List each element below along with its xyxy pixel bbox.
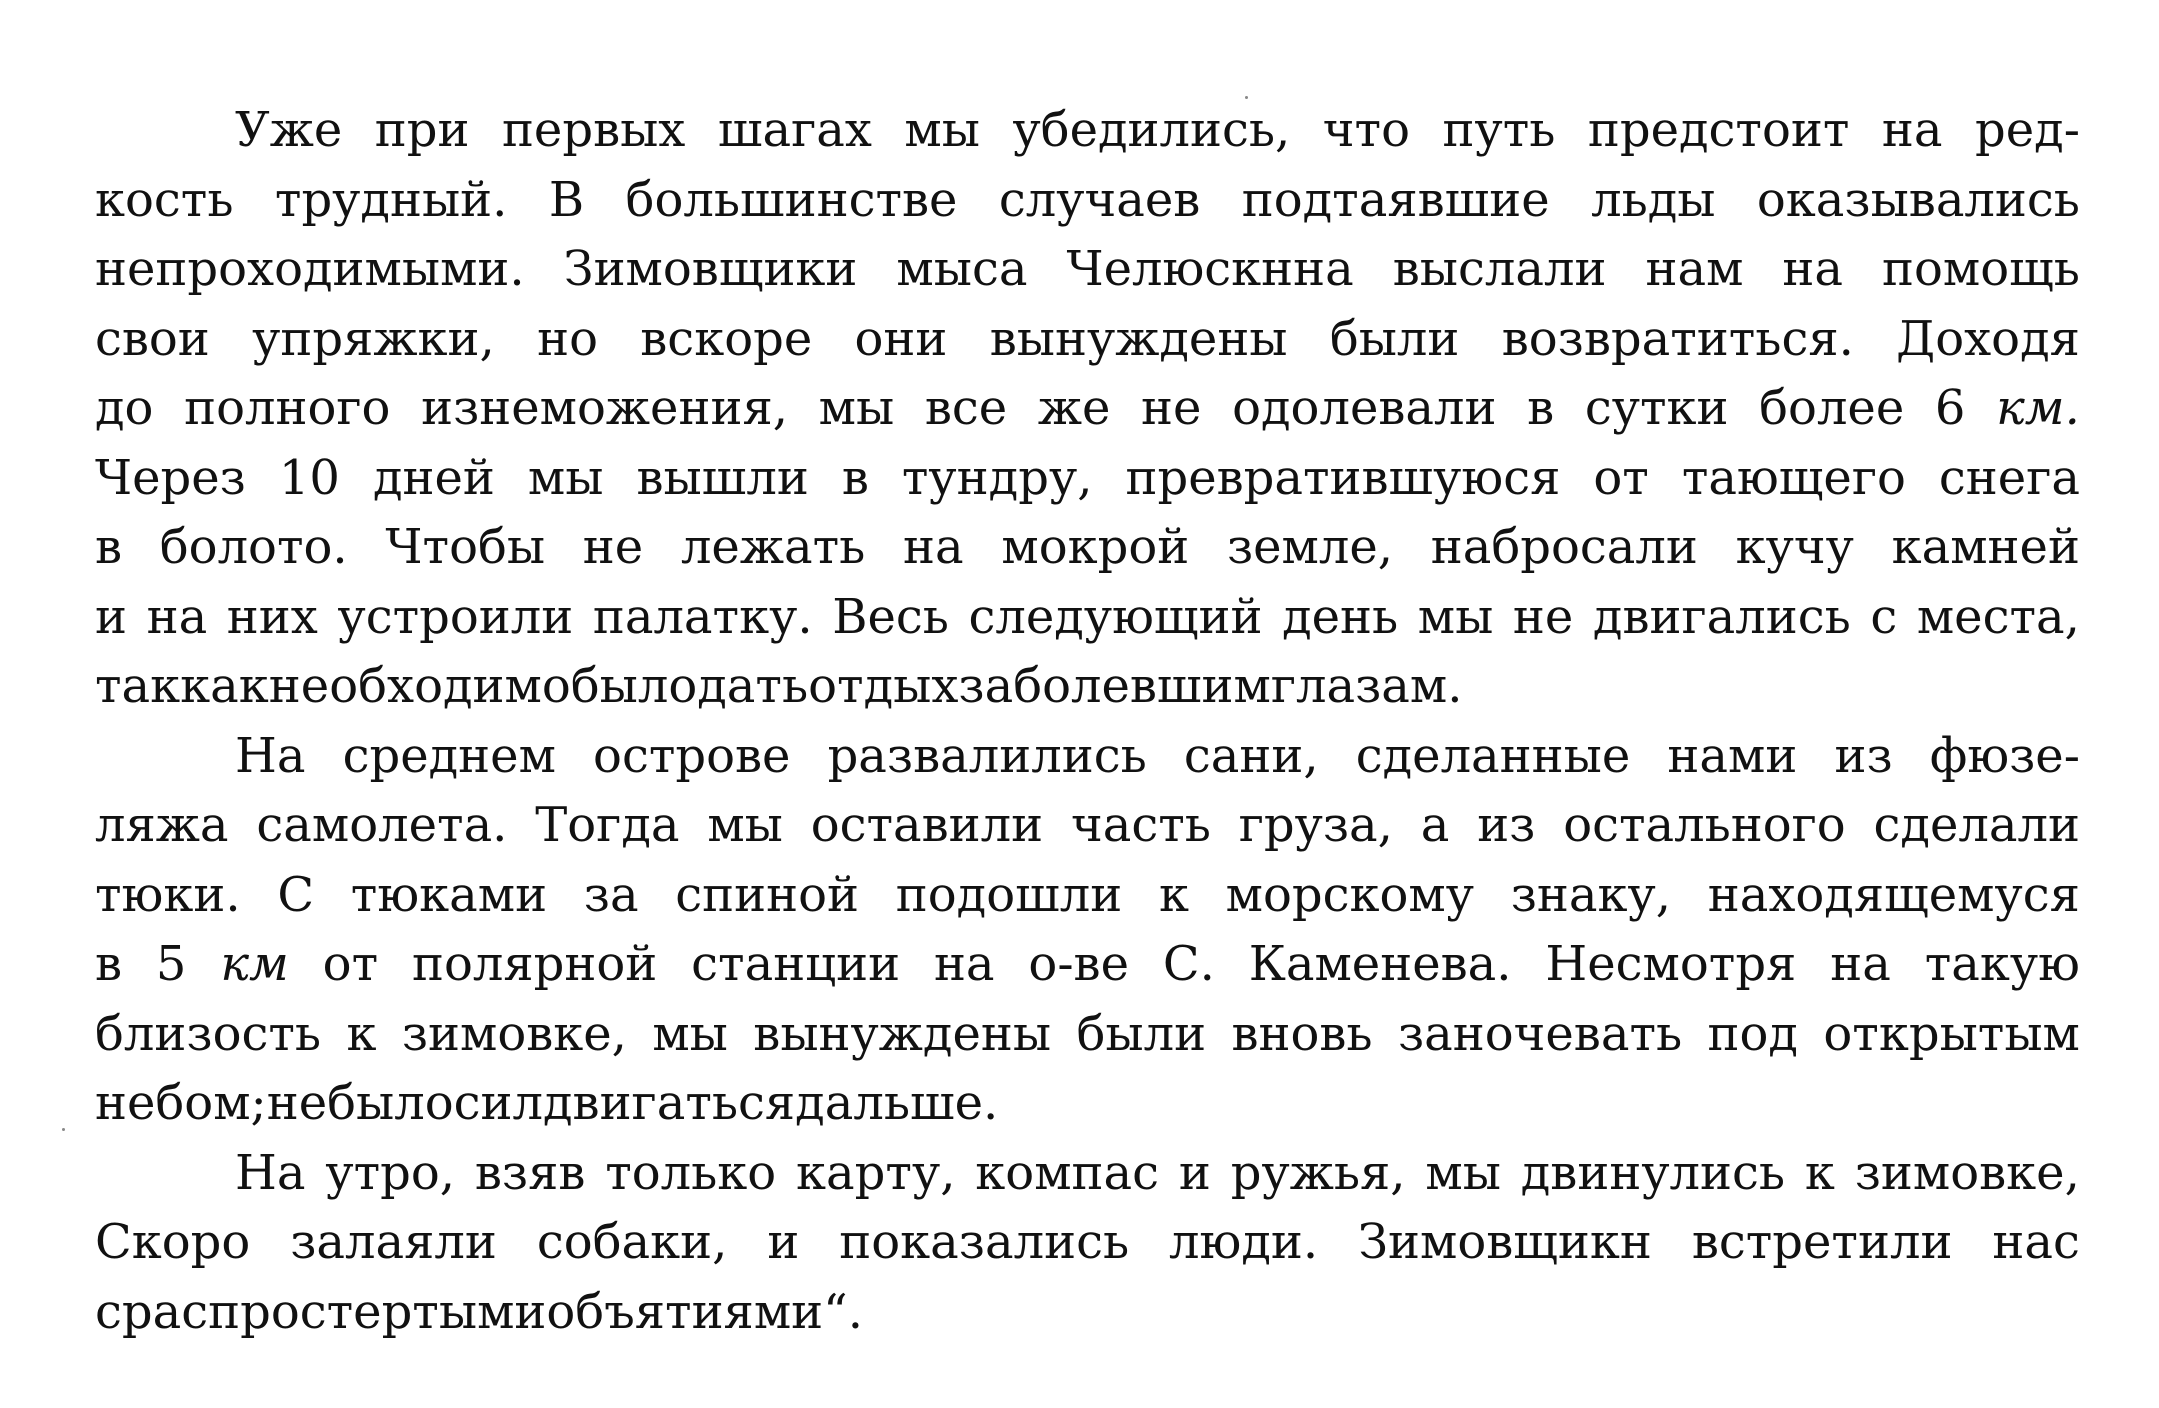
word: двигались [1592, 588, 1851, 645]
word: часть [1070, 797, 1211, 853]
word: болото. [159, 519, 348, 575]
word: вынуждены [989, 310, 1288, 367]
word: С [277, 866, 315, 923]
word: шагах [717, 102, 872, 158]
text-line [95, 791, 2080, 861]
word: открытым [1823, 1005, 2080, 1062]
word: только [605, 1144, 777, 1201]
word: оставили [810, 797, 1044, 853]
word: из [1477, 797, 1536, 853]
word: 10 [278, 449, 340, 506]
word: мы [818, 380, 895, 436]
word: тундру, [901, 449, 1093, 506]
text-line [95, 166, 2080, 236]
word: полярной [412, 936, 658, 992]
word: мокрой [1001, 519, 1190, 575]
text-line [95, 235, 2080, 305]
word: свои [95, 310, 210, 367]
word: большинстве [625, 171, 958, 228]
word: ружья, [1230, 1144, 1406, 1201]
word: а [1420, 797, 1450, 853]
text-line [95, 305, 2080, 375]
word: устроили [337, 588, 574, 645]
word: предстоит [1587, 102, 1850, 158]
word: случаев [998, 171, 1201, 228]
word: от [322, 936, 379, 992]
word: 6 [1934, 380, 1966, 436]
word: спиной [675, 866, 860, 923]
word: морскому [1225, 866, 1474, 923]
word: с [95, 1283, 122, 1340]
word: Чтобы [385, 519, 546, 575]
word: встретили [1691, 1214, 1953, 1270]
word: первых [501, 102, 686, 158]
body-text [95, 96, 2080, 1347]
word: в [841, 449, 869, 506]
word: же [1037, 380, 1111, 436]
word: фюзе- [1929, 727, 2080, 784]
word: возвратиться. [1501, 310, 1854, 367]
word: показались [839, 1214, 1130, 1270]
word: сани, [1183, 727, 1319, 784]
word: сил [453, 1075, 543, 1131]
word: заболевшим [958, 658, 1271, 714]
word: Несмотря [1545, 936, 1797, 992]
unit-word: км. [1996, 380, 2080, 436]
word: 5 [155, 936, 187, 992]
word: следующий [968, 588, 1263, 645]
word: мы [1417, 588, 1494, 645]
word: мыса [896, 241, 1028, 297]
word: мы [652, 1005, 728, 1062]
text-line [95, 861, 2080, 931]
word: объятиями“. [546, 1283, 863, 1340]
word: острове [593, 727, 791, 784]
word: небом; [95, 1075, 267, 1131]
word: набросали [1430, 519, 1698, 575]
word: палатку. [592, 588, 813, 645]
word: нам [1645, 241, 1744, 297]
word: компас [975, 1144, 1160, 1201]
word: мы [527, 449, 604, 506]
word: на [1782, 241, 1844, 297]
word: дальше. [795, 1075, 999, 1131]
word: ляжа [95, 797, 229, 853]
word: Через [95, 449, 246, 506]
word: В [548, 171, 585, 228]
word: не [1141, 380, 1202, 436]
word: к [1804, 1144, 1835, 1201]
word: и [1178, 1144, 1211, 1201]
word: Тогда [535, 797, 680, 853]
word: вынуждены [753, 1005, 1052, 1062]
word: тающего [1681, 449, 1906, 506]
word: подошли [895, 866, 1123, 923]
word: непроходимыми. [95, 241, 525, 297]
word: На [235, 727, 306, 784]
word: было [327, 1075, 454, 1131]
text-line [95, 652, 2080, 722]
word: путь [1442, 102, 1556, 158]
word: знаку, [1510, 866, 1671, 923]
word: вышли [636, 449, 809, 506]
word: было [570, 658, 698, 714]
word: кость [95, 171, 234, 228]
word: мы [904, 102, 980, 158]
word: тюками [350, 866, 548, 923]
word: лежать [680, 519, 866, 575]
word: более [1759, 380, 1905, 436]
word: льды [1591, 171, 1716, 228]
word: станции [691, 936, 901, 992]
word: не [582, 519, 644, 575]
word: на [146, 588, 208, 645]
text-line [95, 444, 2080, 514]
word: зимовке, [401, 1005, 627, 1062]
word: Челюскнна [1066, 241, 1354, 297]
word: самолета. [256, 797, 508, 853]
text-line [95, 513, 2080, 583]
word: в [95, 936, 123, 992]
word: как [180, 658, 269, 714]
word: помощь [1882, 241, 2080, 297]
scan-speck [1245, 96, 1248, 99]
word: Скоро [95, 1214, 251, 1270]
word: залаяли [290, 1214, 497, 1270]
word: вскоре [640, 310, 813, 367]
text-line [95, 374, 2080, 444]
text-line [95, 583, 2080, 653]
word: них [226, 588, 318, 645]
word: С. [1162, 936, 1215, 992]
text-line [95, 1139, 2080, 1209]
word: мы [707, 797, 783, 853]
word: изнеможения, [421, 380, 788, 436]
word: выслали [1392, 241, 1607, 297]
word: убедились, [1012, 102, 1291, 158]
word: к [1158, 866, 1189, 923]
text-line [95, 1208, 2080, 1278]
word: полного [184, 380, 391, 436]
word: дать [697, 658, 809, 714]
word: и [95, 588, 127, 645]
word: они [854, 310, 948, 367]
word: близость [95, 1005, 322, 1062]
word: двигаться [542, 1075, 796, 1131]
word: при [374, 102, 470, 158]
word: о-ве [1028, 936, 1129, 992]
word: сделали [1873, 797, 2080, 853]
word: мы [1425, 1144, 1501, 1201]
word: земле, [1226, 519, 1394, 575]
word: из [1834, 727, 1893, 784]
word: нас [1992, 1214, 2080, 1270]
word: развалились [827, 727, 1147, 784]
word: отдых [808, 658, 959, 714]
word: на [903, 519, 964, 575]
word: не [1512, 588, 1574, 645]
word: превратившуюся [1125, 449, 1561, 506]
word: не [266, 1075, 328, 1131]
word: под [1707, 1005, 1798, 1062]
word: распростертыми [121, 1283, 547, 1340]
word: Доходя [1896, 310, 2080, 367]
word: собаки, [536, 1214, 728, 1270]
word: Каменева. [1248, 936, 1512, 992]
word: взяв [474, 1144, 586, 1201]
word: в [1527, 380, 1555, 436]
word: с [1870, 588, 1898, 645]
word: на [1830, 936, 1891, 992]
word: день [1282, 588, 1399, 645]
unit-word: км [220, 936, 289, 992]
text-line [95, 1000, 2080, 1070]
word: двинулись [1520, 1144, 1786, 1201]
text-line [95, 1069, 2080, 1139]
word: среднем [342, 727, 556, 784]
word: дней [372, 449, 495, 506]
word: Зимовщики [563, 241, 858, 297]
word: зимовке, [1854, 1144, 2080, 1201]
word: оказывались [1756, 171, 2080, 228]
word: глазам. [1270, 658, 1463, 714]
word: вновь [1231, 1005, 1373, 1062]
word: утро, [325, 1144, 456, 1201]
word: что [1322, 102, 1410, 158]
word: кучу [1735, 519, 1854, 575]
word: но [537, 310, 598, 367]
word: Уже [235, 102, 343, 158]
word: и [767, 1214, 800, 1270]
word: на [933, 936, 995, 992]
text-line [95, 930, 2080, 1000]
word: находящемуся [1707, 866, 2080, 923]
word: так [95, 658, 181, 714]
word: такую [1924, 936, 2080, 992]
word: груза, [1238, 797, 1393, 853]
word: были [1329, 310, 1460, 367]
word: заночевать [1397, 1005, 1683, 1062]
word: тюки. [95, 866, 241, 923]
word: необходимо [268, 658, 571, 714]
word: упряжки, [252, 310, 495, 367]
word: до [95, 380, 154, 436]
word: на [1881, 102, 1943, 158]
word: к [346, 1005, 377, 1062]
word: в [95, 519, 123, 575]
word: сутки [1584, 380, 1729, 436]
word: камней [1891, 519, 2080, 575]
word: места, [1916, 588, 2080, 645]
word: люди. [1169, 1214, 1319, 1270]
word: трудный. [274, 171, 508, 228]
word: Зимовщикн [1358, 1214, 1652, 1270]
word: снега [1938, 449, 2080, 506]
word: ред- [1975, 102, 2080, 158]
text-line [95, 96, 2080, 166]
word: остального [1563, 797, 1846, 853]
word: одолевали [1232, 380, 1497, 436]
word: от [1593, 449, 1649, 506]
word: На [235, 1144, 306, 1201]
word: все [924, 380, 1008, 436]
word: сделанные [1355, 727, 1631, 784]
word: за [583, 866, 639, 923]
word: нами [1667, 727, 1798, 784]
word: подтаявшие [1241, 171, 1550, 228]
text-line [95, 722, 2080, 792]
word: карту, [796, 1144, 956, 1201]
scan-speck [62, 1128, 65, 1131]
text-line [95, 1278, 2080, 1348]
word: Весь [832, 588, 949, 645]
word: были [1076, 1005, 1207, 1062]
